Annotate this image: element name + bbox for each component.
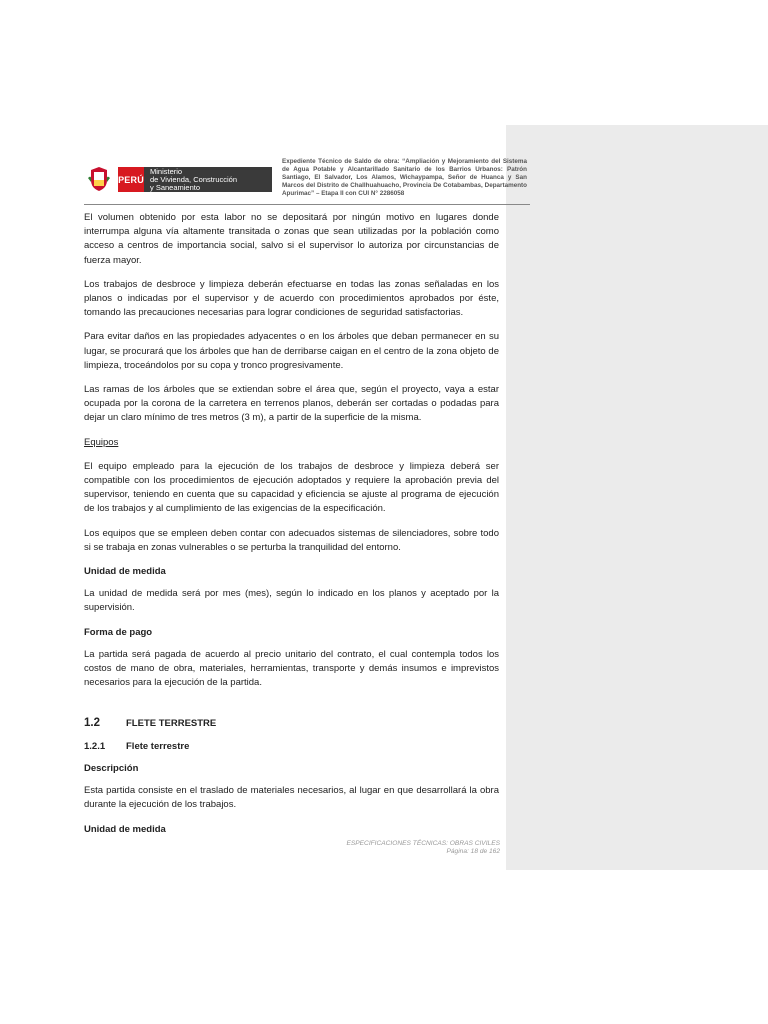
comment-pane (506, 125, 768, 870)
document-body (84, 211, 499, 845)
paragraph: Los equipos que se empleen deben contar con adecuados sistemas de silenciadores, sobre todo si se trabaja en zonas vulnerables o se perturba la tranquilidad del entorno. (84, 527, 499, 553)
page-number: Página: 18 de 162 (446, 848, 500, 855)
subheading-unidad-medida: Unidad de medida (84, 566, 166, 578)
subheading-descripcion: Descripción (84, 762, 139, 774)
section-title: Flete terrestre (126, 740, 190, 752)
coat-of-arms-icon (88, 166, 110, 192)
paragraph: El equipo empleado para la ejecución de los trabajos de desbroce y limpieza deberá ser compatible con los procedimientos de ejecución adoptados y requiere la aprobación previa del supervisor, teniendo en cuenta que su capacidad y eficiencia se ajuste al programa de ejecución de los trabajos y al cumplimiento de las exigencias de la especificación. (84, 460, 499, 515)
footer-spec-title: ESPECIFICACIONES TÉCNICAS: OBRAS CIVILES (346, 840, 500, 847)
subheading-unidad-medida: Unidad de medida (84, 823, 166, 835)
ministry-line: Ministerio (150, 167, 183, 176)
paragraph: Esta partida consiste en el traslado de materiales necesarios, al lugar en que desarrollará la obra durante la ejecución de los trabajos. (84, 785, 499, 811)
section-number: 1.2.1 (84, 740, 106, 752)
page-footer (300, 840, 500, 856)
ministry-label (144, 167, 272, 192)
subheading-forma-pago: Forma de pago (84, 626, 153, 638)
peru-label: PERÚ (118, 167, 144, 192)
paragraph: La partida será pagada de acuerdo al precio unitario del contrato, el cual contempla todos los costos de mano de obra, materiales, herramientas, transporte y demás insumos e imprevistos necesarios para la ejecución de la partida. (84, 648, 499, 689)
header-divider (84, 204, 530, 205)
subheading-equipos: Equipos (84, 436, 119, 448)
ministry-line: de Vivienda, Construcción (150, 175, 237, 184)
section-number: 1.2 (84, 717, 100, 730)
section-heading-1-2-1 (84, 740, 499, 754)
paragraph: La unidad de medida será por mes (mes), según lo indicado en los planos y aceptado por la supervisión. (84, 588, 499, 614)
paragraph: El volumen obtenido por esta labor no se depositará por ningún motivo en lugares donde interrumpa alguna vía altamente transitada o zonas que sean utilizadas por la población como acceso a centros de importancia social, salvo si el supervisor lo autoriza por circunstancias de fuerza mayor. (84, 212, 499, 266)
project-title: Expediente Técnico de Saldo de obra: “Ampliación y Mejoramiento del Sistema de Agua Potable y Alcantarillado Sanitario de los Barrios Urbanos: Patrón Santiago, El Salvador, Los Alamos, Wichaypampa, Señor de Huanca y San Marcos del Distrito de Challhuahuacho, Provincia De Cotabambas, Departamento Apurimac” – Etapa II con CUI N° 2286058 (282, 158, 527, 197)
section-title: FLETE TERRESTRE (126, 718, 217, 730)
paragraph: Los trabajos de desbroce y limpieza deberán efectuarse en todas las zonas señaladas en los planos o indicadas por el supervisor y de acuerdo con procedimientos aprobados por éste, tomando las precauciones necesarias para lograr condiciones de seguridad satisfactorias. (84, 278, 499, 319)
paragraph: Las ramas de los árboles que se extiendan sobre el área que, según el proyecto, vaya a estar ocupada por la corona de la carretera en terrenos planos, deberán ser cortadas o podadas para dejar un claro mínimo de tres metros (3 m), a partir de la superficie de la misma. (84, 384, 499, 424)
page-header (84, 156, 530, 204)
section-heading-1-2 (84, 716, 499, 731)
paragraph: Para evitar daños en las propiedades adyacentes o en los árboles que deban permanecer en su lugar, se procurará que los árboles que han de derribarse caigan en el centro de la zona objeto de limpieza, troceándolos por su copa y tronco progresivamente. (84, 331, 499, 371)
ministry-line: y Saneamiento (150, 183, 201, 192)
